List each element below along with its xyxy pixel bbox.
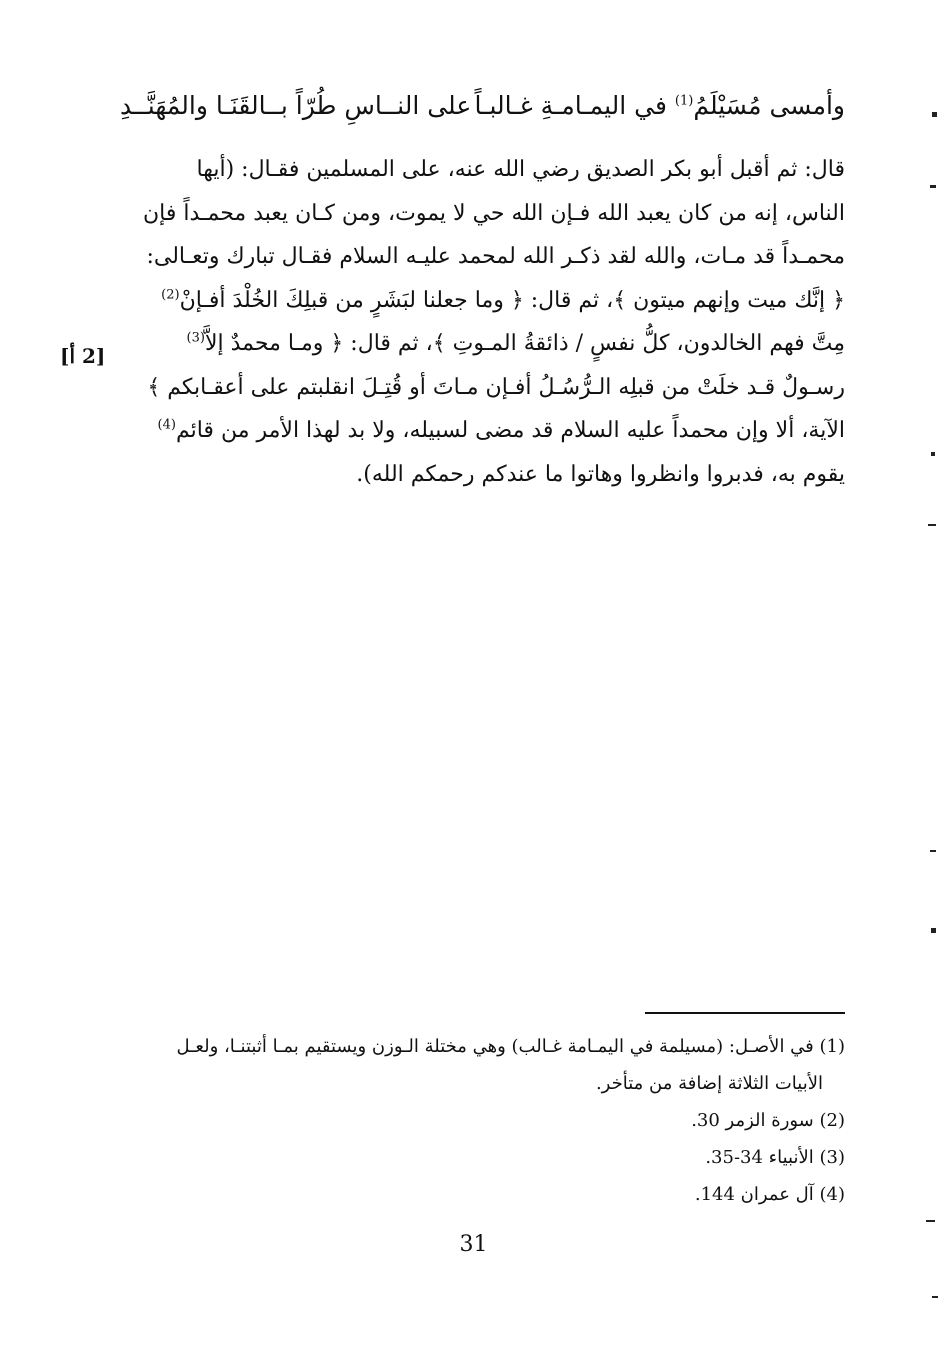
paragraph-line-6: رسـولٌ قـد خلَتْ من قبلِه الـرُّسُـلُ أفـإن مـاتَ أو قُتِـلَ انقلبتم على أعقـابكم ﴾ (147, 374, 845, 400)
footnote-separator (645, 1012, 845, 1014)
scan-speck (930, 850, 936, 852)
scan-speck (931, 452, 935, 456)
scan-speck (931, 928, 936, 933)
paragraph-line-4: ﴿ إنَّك ميت وإنهم ميتون ﴾، ثم قال: ﴿ وما جعلنا لبَشَرٍ من قبلِكَ الخُلْدَ أفـإنْ$^{(2)}$ (161, 287, 845, 313)
paragraph-line-1: قال: ثم أقبل أبو بكر الصديق رضي الله عنه، على المسلمين فقـال: (أيها (196, 157, 845, 182)
scan-speck (930, 185, 936, 188)
footnotes (125, 1030, 845, 1215)
paragraph-line-2: الناس، إنه من كان يعبد الله فـإن الله حي لا يموت، ومن كـان يعبد محمـداً فإن (143, 200, 845, 226)
footnote-2: (2) سورة الزمر 30. (691, 1110, 845, 1131)
footnote-3: (3) الأنبياء 34-35. (705, 1147, 845, 1168)
scan-speck (932, 112, 937, 117)
scan-speck (928, 524, 936, 526)
paragraph-line-5: مِتَّ فهم الخالدون، كلُّ نفسٍ / ذائقةُ المـوتِ ﴾، ثم قال: ﴿ ومـا محمدٌ إلاَّ$^{(3)}$ (186, 330, 845, 356)
footnote-ref-2[interactable]: (2) (161, 287, 180, 303)
poem-verse (110, 86, 845, 126)
scan-speck (932, 1296, 938, 1298)
footnote-ref-4[interactable]: (4) (157, 417, 176, 433)
footnote-1: (1) في الأصـل: (مسيلمة في اليمـامة غـالب) وهي مختلة الـوزن ويستقيم بمـا أثبتنـا، ولعـل (176, 1036, 845, 1057)
page-number: 31 (459, 1232, 488, 1257)
footnote-ref-1[interactable]: (1) (674, 93, 694, 109)
verse-right-hemistich: وأمسى مُسَيْلَمُ$^{(1)}$ في اليمـامـةِ غـالبـاً (474, 91, 845, 120)
scan-speck (926, 1220, 935, 1222)
paragraph-line-8: يقوم به، فدبروا وانظروا وهاتوا ما عندكم رحمكم الله). (356, 461, 845, 487)
paragraph-line-7: الآية، ألا وإن محمداً عليه السلام قد مضى لسبيله، ولا بد لهذا الأمر من قائم$^{(4)}$ (157, 417, 845, 443)
verse-left-hemistich: على النــاسِ طُرّاً بــالقَنَـا والمُهَنَّــدِ (120, 91, 472, 120)
footnote-4: (4) آل عمران 144. (694, 1184, 845, 1205)
footnote-ref-3[interactable]: (3) (186, 330, 205, 346)
manuscript-folio-marker: [2 أ] (60, 344, 106, 368)
footnote-1-continuation: الأبيات الثلاثة إضافة من متأخر. (595, 1073, 823, 1094)
main-paragraph (125, 148, 845, 496)
paragraph-line-3: محمـداً قد مـات، والله لقد ذكـر الله لمحمد عليـه السلام فقـال تبارك وتعـالى: (146, 244, 845, 269)
